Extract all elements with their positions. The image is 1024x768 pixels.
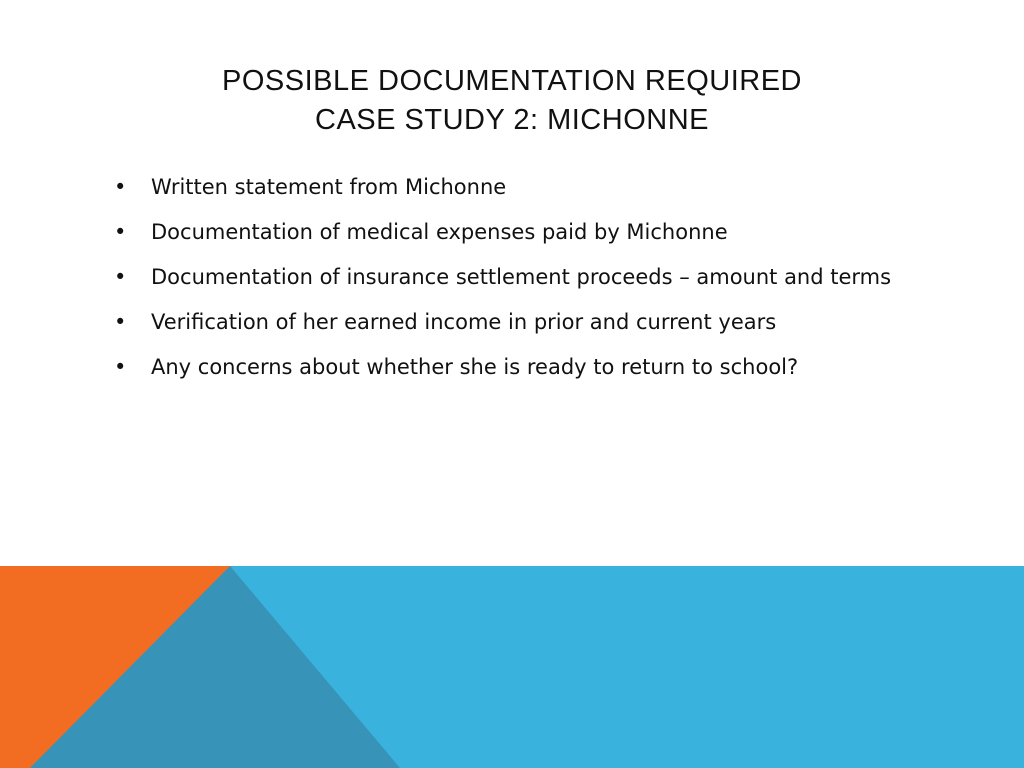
bullet-item — [114, 350, 894, 384]
bullet-text: Written statement from Michonne — [151, 175, 507, 199]
bullet-list — [114, 170, 894, 395]
bullet-item — [114, 305, 894, 339]
bullet-marker: • — [114, 175, 127, 199]
bullet-text: Documentation of medical expenses paid by Michonne — [151, 220, 728, 244]
title-line-2: CASE STUDY 2: MICHONNE — [315, 104, 709, 136]
bullet-item — [114, 260, 894, 294]
bullet-text: Verification of her earned income in prior and current years — [151, 310, 777, 334]
bullet-item — [114, 215, 894, 249]
bullet-marker: • — [114, 310, 127, 334]
decorative-bottom-band — [0, 566, 1024, 768]
bullet-text: Any concerns about whether she is ready to return to school? — [151, 355, 799, 379]
bullet-item — [114, 170, 894, 204]
title-line-1: POSSIBLE DOCUMENTATION REQUIRED — [222, 65, 802, 97]
bullet-marker: • — [114, 220, 127, 244]
bullet-marker: • — [114, 355, 127, 379]
bullet-marker: • — [114, 265, 127, 289]
bullet-text: Documentation of insurance settlement proceeds – amount and terms — [151, 265, 892, 289]
slide-title — [0, 62, 1024, 140]
